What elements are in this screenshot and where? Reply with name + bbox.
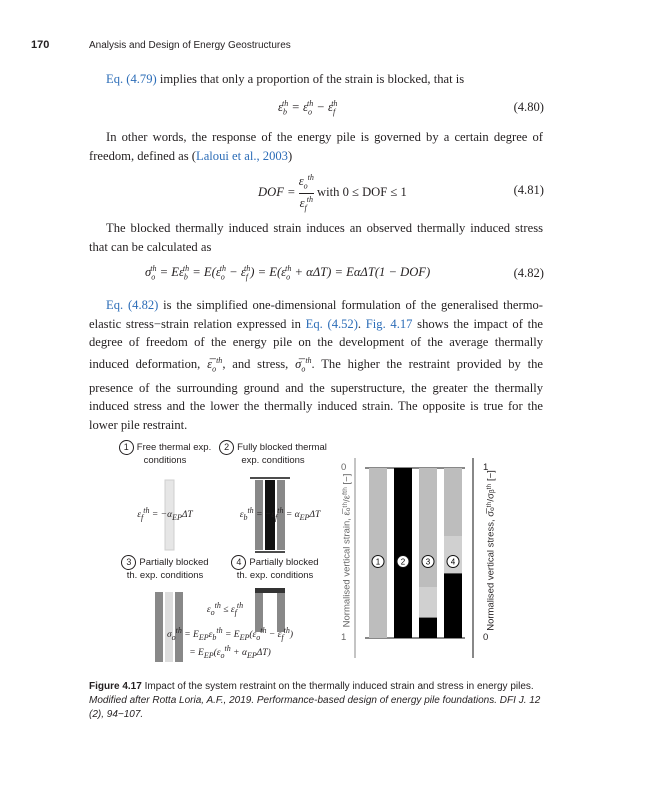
laloui-link[interactable]: Laloui et al., 2003 <box>196 148 288 163</box>
eq-452-link[interactable]: Eq. (4.52) <box>305 316 358 331</box>
p4-t1: is the simplified one-dimensional formulation of the generalised thermo-elastic stress−strain relation expressed in <box>89 298 543 331</box>
caption-text: Impact of the system restraint on the thermally induced strain and stress in energy piles. <box>141 681 534 692</box>
case-text: Partially blocked th. exp. conditions <box>126 557 209 581</box>
stress-bar-4 <box>444 573 462 638</box>
stress-bar-3 <box>419 618 437 638</box>
p4-t4: , and stress, <box>222 356 296 371</box>
eq-4-80-number: (4.80) <box>513 100 544 114</box>
strain-bar-1 <box>369 468 387 638</box>
strain-ineq: $\varepsilon_o^{th} \le \varepsilon_f^{th}$ <box>206 601 244 618</box>
left-tick-bottom: 1 <box>341 632 347 643</box>
figure-caption <box>89 680 545 722</box>
bar-label-4: 4 <box>450 557 456 567</box>
case-text: Fully blocked thermal exp. conditions <box>237 442 327 466</box>
p4-t5: . The higher the restraint provided by the presence of the surrounding ground and the superstructure, the greater the thermally induced stress and the lower the thermally induced strain. The opposite is true for the lower pile restraint. <box>89 356 543 432</box>
caption-label: Figure 4.17 <box>89 681 142 692</box>
strain-eq-1: $\varepsilon_f^{th} = -\alpha_{EP}\Delta T$ <box>137 506 193 523</box>
bar-label-1: 1 <box>375 557 381 567</box>
equation-4-82: $\sigma_o^{th} = E\varepsilon_b^{th} = E(\varepsilon_o^{th} - \varepsilon_f^{th}) = E(\varepsilon_o^{th} + \alpha\Delta T) = E\alpha\Delta T(1 - DOF)$ <box>145 264 431 282</box>
right-axis-label: Normalised vertical stress, σ̅ₒᵗʰ/σᵦᵗʰ [−] <box>485 470 497 631</box>
pile-4-cap <box>255 588 285 593</box>
case-text: Partially blocked th. exp. conditions <box>236 557 319 581</box>
bar-label-3: 3 <box>425 557 431 567</box>
page-number: 170 <box>31 39 50 51</box>
case-number: 4 <box>231 555 246 570</box>
dof-lhs: DOF = <box>258 185 296 200</box>
eq-4-82-number: (4.82) <box>513 266 544 280</box>
equation-4-80: $\varepsilon_b^{th} = \varepsilon_o^{th} - \varepsilon_f^{th}$ <box>278 99 338 117</box>
case-number: 3 <box>121 555 136 570</box>
eq-482-link[interactable]: Eq. (4.82) <box>106 298 159 312</box>
bar-chart <box>347 448 507 668</box>
running-title: Analysis and Design of Energy Geostructures <box>89 40 291 51</box>
case-number: 2 <box>219 440 234 455</box>
p4-t2: . <box>357 316 366 331</box>
right-tick-top: 1 <box>483 462 489 473</box>
left-axis-label: Normalised vertical strain, ε̅ₒᵗʰ/εᶠᵗʰ [−] <box>341 473 353 628</box>
eq-4-81-number: (4.81) <box>513 183 544 197</box>
strain-bar-4 <box>444 468 462 536</box>
paragraph-1 <box>89 70 543 89</box>
case-number: 1 <box>119 440 134 455</box>
paragraph-3: The blocked thermally induced strain induces an observed thermally induced stress that can be calculated as <box>89 221 543 254</box>
stress-eq: $\sigma_o^{th} = E_{EP}\varepsilon_b^{th} = E_{EP}(\varepsilon_o^{th} - \varepsilon_f^{th})$ = $E_{EP}(\varepsilon_o^{th} + \alpha_{EP}\Delta T)$ <box>166 626 294 661</box>
caption-source: Modified after Rotta Loria, A.F., 2019. Performance-based design of energy pile foundations. DFI J. 12 (2), 94−107. <box>89 695 541 720</box>
bar-label-2: 2 <box>400 557 406 567</box>
left-tick-top: 0 <box>341 462 347 473</box>
right-tick-bottom: 0 <box>483 632 489 643</box>
paragraph-2-text-b: ) <box>287 148 293 163</box>
paragraph-4: Eq. (4.82) is the simplified one-dimensional formulation of the generalised thermo-elastic stress−strain relation expressed in Eq. (4.52). Fig. 4.17 shows the impact of the degree of freedom of the energy pile on the development of the average thermally induced deformation, $\varepsilon̅_o^{th}$, and stress, $\sigma̅_o^{th}$. The higher the restraint provided by the presence of the surrounding ground and the superstructure, the greater the thermally induced stress and the lower the thermally induced strain. The opposite is true for the lower pile restraint. <box>89 298 543 432</box>
equation-4-81: DOF = $\frac{\varepsilon_o^{th}}{\varepsilon_f^{th}}$ with 0 ≤ DOF ≤ 1 <box>258 173 407 213</box>
case-text: Free thermal exp. conditions <box>136 442 212 466</box>
stress-bar-2 <box>394 468 412 638</box>
paragraph-2-text-a: In other words, the response of the energy pile is governed by a certain degree of freedom, defined as ( <box>89 130 543 163</box>
strain-eq-2: $\varepsilon_b^{th} = -\varepsilon_f^{th} = \alpha_{EP}\Delta T$ <box>239 506 321 523</box>
fig-417-link[interactable]: Fig. 4.17 <box>365 316 413 331</box>
paragraph-1-text: implies that only a proportion of the strain is blocked, that is <box>156 72 465 86</box>
figure-4-17 <box>105 440 525 670</box>
strain-bar-3 <box>419 468 437 587</box>
dof-condition: with 0 ≤ DOF ≤ 1 <box>317 185 407 200</box>
p4-t3: shows the impact of the degree of freedom of the energy pile on the development of the average thermally induced deformation, <box>89 316 543 371</box>
eq-479-link[interactable]: Eq. (4.79) <box>106 72 157 86</box>
paragraph-2 <box>89 128 543 165</box>
